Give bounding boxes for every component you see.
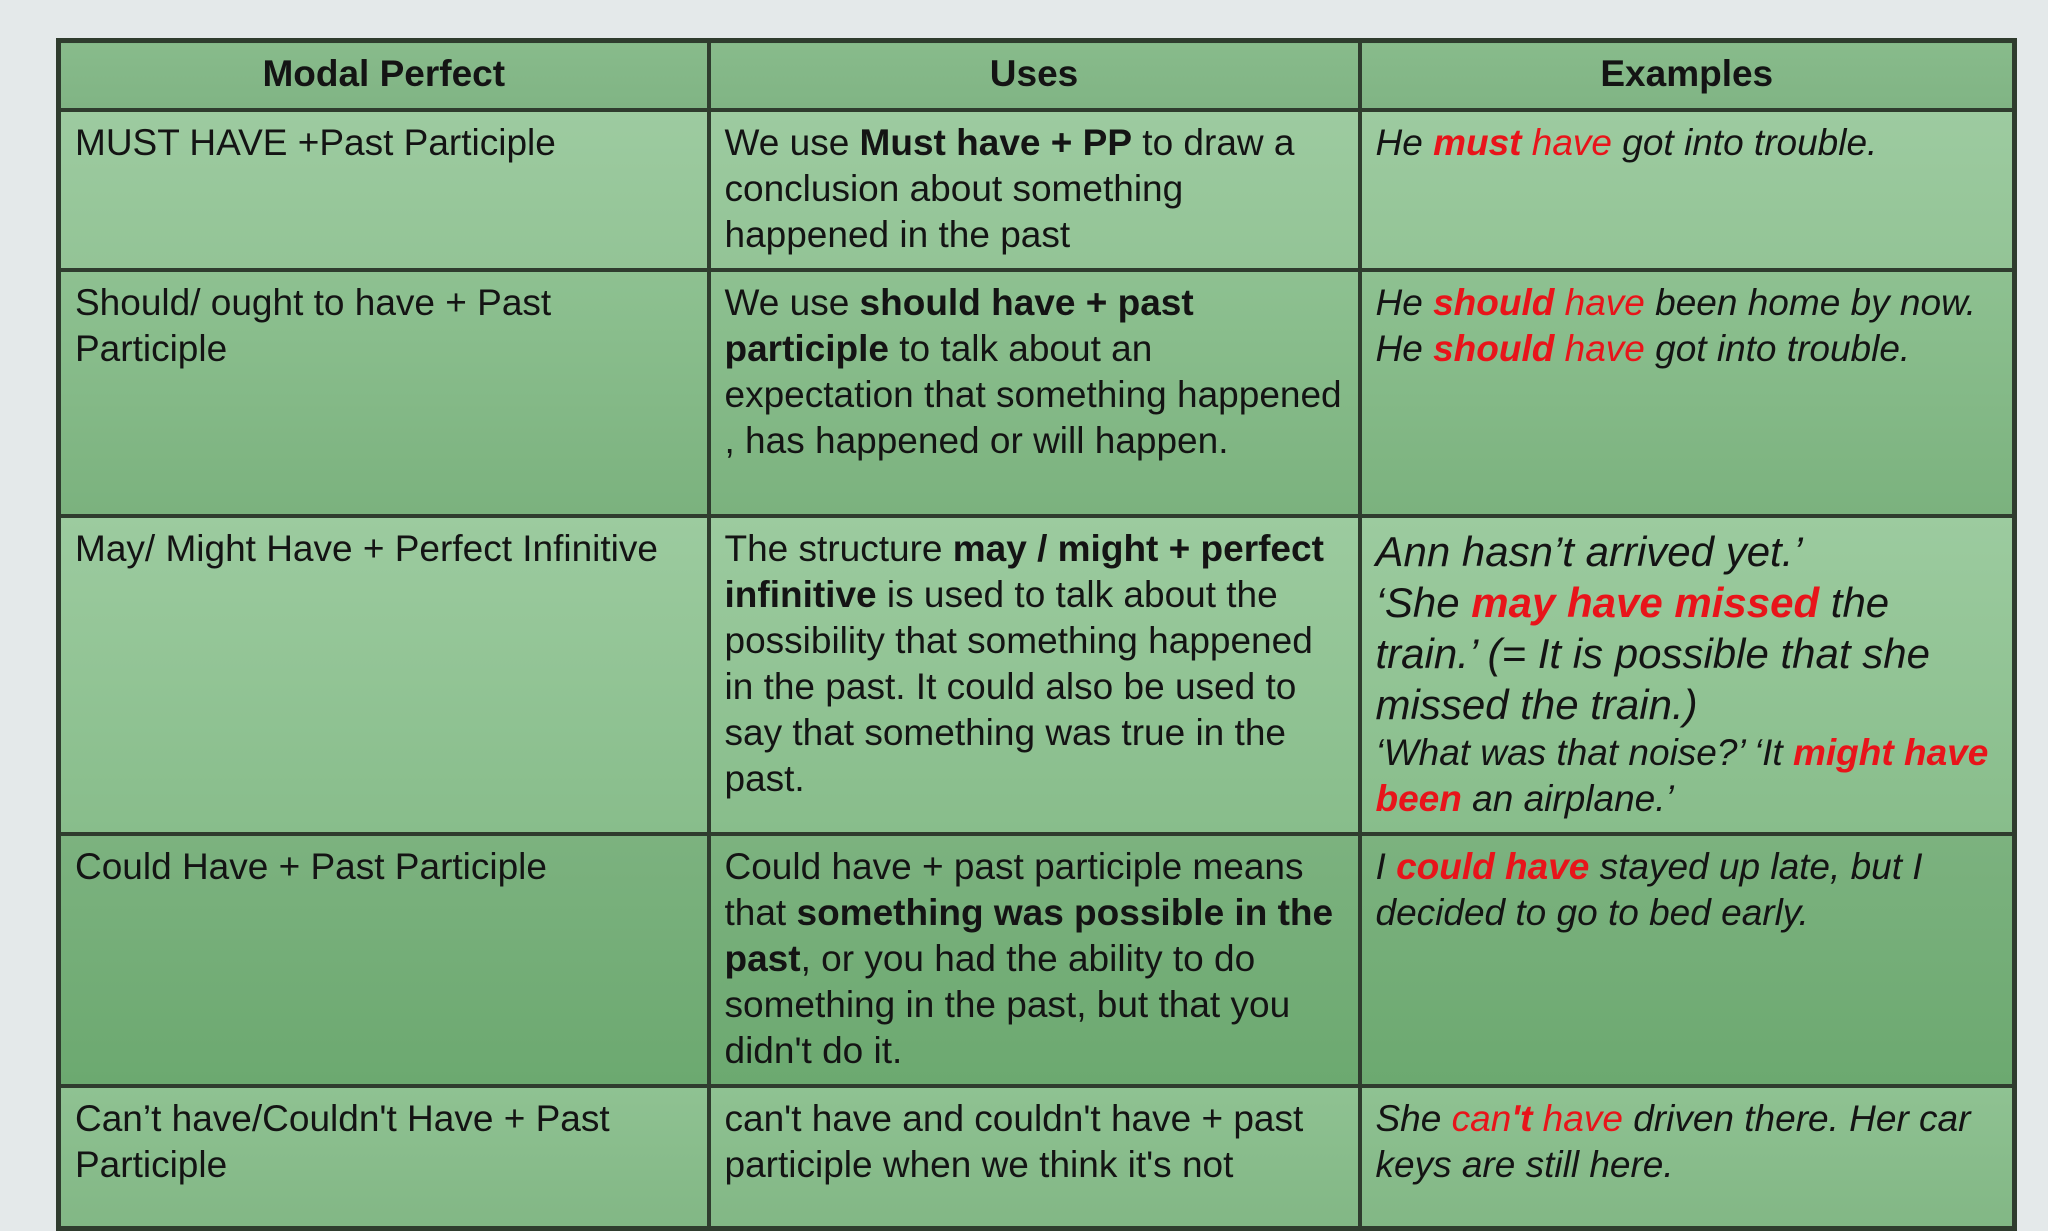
- example-highlight: have: [1554, 282, 1645, 323]
- example-text: got into trouble.: [1644, 328, 1911, 369]
- example-highlight: might have been: [1375, 732, 1989, 819]
- use-text: We use: [724, 122, 860, 163]
- example-text: ‘She: [1375, 579, 1472, 626]
- use-text: is used to talk about the possibility that something happened in the past. It could also be used to say that something was true in the past.: [724, 574, 1313, 799]
- example-text: He: [1375, 282, 1434, 323]
- example-cell: [1360, 270, 2015, 516]
- header-uses: Uses: [709, 41, 1360, 111]
- example-text: He: [1375, 328, 1434, 369]
- example-text: driven there. Her car keys are still here.: [1375, 1098, 1971, 1185]
- use-cell: [709, 110, 1360, 270]
- example-cell: [1360, 834, 2015, 1086]
- use-cell: [709, 516, 1360, 834]
- use-text: The structure: [724, 528, 953, 569]
- example-highlight: must: [1433, 122, 1522, 163]
- form-cell: Should/ ought to have + Past Participle: [59, 270, 709, 516]
- example-highlight: could have: [1396, 846, 1590, 887]
- use-cell: [709, 834, 1360, 1086]
- example-text: I: [1375, 846, 1397, 887]
- use-keyword: Must have + PP: [859, 122, 1133, 163]
- modal-perfect-table: [56, 38, 2017, 1231]
- table-row: [59, 110, 2015, 270]
- example-line: [1376, 730, 1999, 822]
- example-highlight: can: [1451, 1098, 1512, 1139]
- example-highlight: may have missed: [1471, 579, 1820, 626]
- example-cell: [1360, 110, 2015, 270]
- example-line: Ann hasn’t arrived yet.’: [1375, 528, 1803, 575]
- table-row: [59, 270, 2015, 516]
- example-cell: [1360, 1086, 2015, 1229]
- use-text: to draw a conclusion about something happened in the past: [724, 122, 1295, 255]
- example-highlight: should: [1433, 282, 1555, 323]
- example-text: He: [1375, 122, 1434, 163]
- example-highlight: should: [1433, 328, 1555, 369]
- use-keyword: should have + past participle: [724, 282, 1194, 369]
- header-modal-perfect: Modal Perfect: [59, 41, 709, 111]
- use-cell: [709, 1086, 1360, 1229]
- use-keyword: something was possible in the past: [724, 892, 1334, 979]
- use-text: Could have + past participle means that: [724, 846, 1304, 933]
- example-cell: [1360, 516, 2015, 834]
- use-text: to talk about an expectation that something happened , has happened or will happen.: [724, 328, 1342, 461]
- use-keyword: may / might + perfect infinitive: [724, 528, 1324, 615]
- table-row: [59, 1086, 2015, 1229]
- example-highlight: have: [1521, 122, 1612, 163]
- table-row: [59, 516, 2015, 834]
- form-cell: Could Have + Past Participle: [59, 834, 709, 1086]
- form-cell: May/ Might Have + Perfect Infinitive: [59, 516, 709, 834]
- use-cell: [709, 270, 1360, 516]
- example-line: [1376, 280, 1999, 326]
- use-text: We use: [724, 282, 860, 323]
- header-row: [59, 41, 2015, 111]
- example-text: got into trouble.: [1612, 122, 1878, 163]
- example-text: ‘What was that noise?’ ‘It: [1375, 732, 1793, 773]
- example-text: an airplane.’: [1461, 778, 1674, 819]
- example-text: the train.’ (= It is possible that she missed the train.): [1375, 579, 1930, 728]
- example-text: stayed up late, but I decided to go to bed early.: [1375, 846, 1923, 933]
- use-text: can't have and couldn't have + past participle when we think it's not: [724, 1098, 1304, 1185]
- example-highlight: 't: [1511, 1098, 1533, 1139]
- header-examples: Examples: [1360, 41, 2015, 111]
- form-cell: MUST HAVE +Past Participle: [59, 110, 709, 270]
- example-line: [1376, 577, 1999, 730]
- use-text: , or you had the ability to do something in the past, but that you didn't do it.: [724, 938, 1291, 1071]
- example-highlight: have: [1532, 1098, 1623, 1139]
- example-text: She: [1375, 1098, 1452, 1139]
- table-row: [59, 834, 2015, 1086]
- example-text: been home by now.: [1644, 282, 1977, 323]
- example-line: [1376, 326, 1999, 372]
- form-cell: Can’t have/Couldn't Have + Past Participle: [59, 1086, 709, 1229]
- example-highlight: have: [1554, 328, 1645, 369]
